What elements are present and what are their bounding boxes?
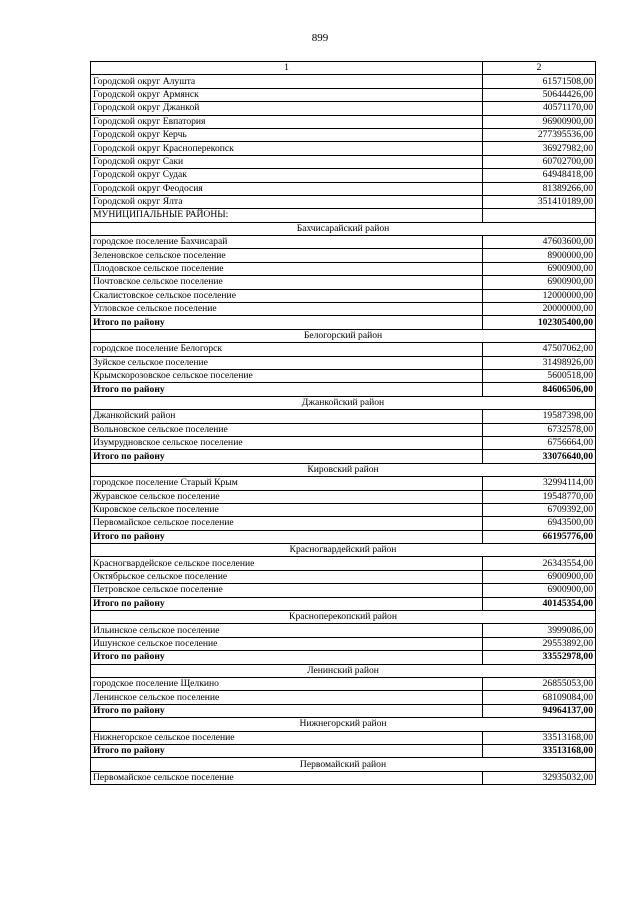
table-row bbox=[91, 637, 596, 650]
entity-name: Изумрудновское сельское поселение bbox=[91, 436, 483, 449]
entity-name: городское поселение Старый Крым bbox=[91, 477, 483, 490]
district-heading-row bbox=[91, 396, 596, 409]
total-amount: 33076640,00 bbox=[483, 450, 596, 463]
district-heading: Белогорский район bbox=[91, 329, 596, 342]
table-row bbox=[91, 624, 596, 637]
district-heading: Джанкойский район bbox=[91, 396, 596, 409]
district-total-row bbox=[91, 530, 596, 543]
table-row bbox=[91, 356, 596, 369]
district-total-row bbox=[91, 383, 596, 396]
total-label: Итого по району bbox=[91, 704, 483, 717]
table-row bbox=[91, 570, 596, 583]
amount-cell: 19587398,00 bbox=[483, 410, 596, 423]
entity-name: Городской округ Евпатория bbox=[91, 115, 483, 128]
amount-cell: 12000000,00 bbox=[483, 289, 596, 302]
total-amount: 102305400,00 bbox=[483, 316, 596, 329]
amount-cell: 40571170,00 bbox=[483, 102, 596, 115]
total-amount: 33552978,00 bbox=[483, 651, 596, 664]
budget-table bbox=[90, 61, 596, 785]
table-row bbox=[91, 182, 596, 195]
amount-cell: 6900900,00 bbox=[483, 570, 596, 583]
district-heading: Бахчисарайский район bbox=[91, 222, 596, 235]
amount-cell: 6900900,00 bbox=[483, 262, 596, 275]
table-row bbox=[91, 276, 596, 289]
entity-name: Зеленовское сельское поселение bbox=[91, 249, 483, 262]
entity-name: Плодовское сельское поселение bbox=[91, 262, 483, 275]
district-heading-row bbox=[91, 758, 596, 771]
amount-cell: 351410189,00 bbox=[483, 195, 596, 208]
table-row bbox=[91, 115, 596, 128]
entity-name: Городской округ Красноперекопск bbox=[91, 142, 483, 155]
district-heading-row bbox=[91, 544, 596, 557]
table-row bbox=[91, 490, 596, 503]
amount-cell: 26855053,00 bbox=[483, 677, 596, 690]
district-heading: Нижнегорский район bbox=[91, 718, 596, 731]
district-total-row bbox=[91, 651, 596, 664]
entity-name: Городской округ Феодосия bbox=[91, 182, 483, 195]
district-heading-row bbox=[91, 463, 596, 476]
table-row bbox=[91, 731, 596, 744]
table-row bbox=[91, 557, 596, 570]
amount-cell: 47603600,00 bbox=[483, 236, 596, 249]
entity-name: Красногвардейское сельское поселение bbox=[91, 557, 483, 570]
amount-cell: 33513168,00 bbox=[483, 731, 596, 744]
entity-name: Ленинское сельское поселение bbox=[91, 691, 483, 704]
entity-name: Ильинское сельское поселение bbox=[91, 624, 483, 637]
entity-name: Первомайское сельское поселение bbox=[91, 517, 483, 530]
amount-cell: 6756664,00 bbox=[483, 436, 596, 449]
column-header-name: 1 bbox=[91, 62, 483, 75]
table-row bbox=[91, 289, 596, 302]
table-row bbox=[91, 142, 596, 155]
entity-name: Скалистовское сельское поселение bbox=[91, 289, 483, 302]
table-row bbox=[91, 155, 596, 168]
amount-cell: 6943500,00 bbox=[483, 517, 596, 530]
amount-cell: 81389266,00 bbox=[483, 182, 596, 195]
entity-name: МУНИЦИПАЛЬНЫЕ РАЙОНЫ: bbox=[91, 209, 483, 222]
table-row bbox=[91, 303, 596, 316]
amount-cell bbox=[483, 209, 596, 222]
amount-cell: 68109084,00 bbox=[483, 691, 596, 704]
entity-name: Петровское сельское поселение bbox=[91, 584, 483, 597]
entity-name: Зуйское сельское поселение bbox=[91, 356, 483, 369]
table-row bbox=[91, 102, 596, 115]
entity-name: Городской округ Ялта bbox=[91, 195, 483, 208]
entity-name: городское поселение Бахчисарай bbox=[91, 236, 483, 249]
entity-name: Ишунское сельское поселение bbox=[91, 637, 483, 650]
total-amount: 94964137,00 bbox=[483, 704, 596, 717]
total-amount: 84606506,00 bbox=[483, 383, 596, 396]
table-row bbox=[91, 169, 596, 182]
entity-name: Угловское сельское поселение bbox=[91, 303, 483, 316]
page-number: 899 bbox=[311, 32, 329, 44]
district-heading-row bbox=[91, 664, 596, 677]
total-label: Итого по району bbox=[91, 316, 483, 329]
entity-name: Городской округ Джанкой bbox=[91, 102, 483, 115]
table-row bbox=[91, 436, 596, 449]
district-heading-row bbox=[91, 718, 596, 731]
table-row bbox=[91, 503, 596, 516]
table-row bbox=[91, 88, 596, 101]
table-row bbox=[91, 128, 596, 141]
entity-name: Джанкойский район bbox=[91, 410, 483, 423]
table-row bbox=[91, 477, 596, 490]
total-label: Итого по району bbox=[91, 597, 483, 610]
table-row bbox=[91, 369, 596, 382]
entity-name: Городской округ Армянск bbox=[91, 88, 483, 101]
entity-name: Городской округ Алушта bbox=[91, 75, 483, 88]
amount-cell: 277395536,00 bbox=[483, 128, 596, 141]
table-row bbox=[91, 209, 596, 222]
amount-cell: 61571508,00 bbox=[483, 75, 596, 88]
table-row bbox=[91, 75, 596, 88]
total-amount: 40145354,00 bbox=[483, 597, 596, 610]
entity-name: Городской округ Саки bbox=[91, 155, 483, 168]
district-total-row bbox=[91, 704, 596, 717]
amount-cell: 6709392,00 bbox=[483, 503, 596, 516]
total-label: Итого по району bbox=[91, 530, 483, 543]
district-heading: Красноперекопский район bbox=[91, 611, 596, 624]
entity-name: Городской округ Судак bbox=[91, 169, 483, 182]
amount-cell: 8900000,00 bbox=[483, 249, 596, 262]
amount-cell: 32935032,00 bbox=[483, 771, 596, 784]
amount-cell: 64948418,00 bbox=[483, 169, 596, 182]
amount-cell: 19548770,00 bbox=[483, 490, 596, 503]
entity-name: Нижнегорское сельское поселение bbox=[91, 731, 483, 744]
table-row bbox=[91, 410, 596, 423]
amount-cell: 6900900,00 bbox=[483, 584, 596, 597]
amount-cell: 3999086,00 bbox=[483, 624, 596, 637]
total-label: Итого по району bbox=[91, 744, 483, 757]
entity-name: Кировское сельское поселение bbox=[91, 503, 483, 516]
amount-cell: 50644426,00 bbox=[483, 88, 596, 101]
table-row bbox=[91, 771, 596, 784]
district-heading: Кировский район bbox=[91, 463, 596, 476]
amount-cell: 20000000,00 bbox=[483, 303, 596, 316]
total-amount: 33513168,00 bbox=[483, 744, 596, 757]
total-amount: 66195776,00 bbox=[483, 530, 596, 543]
entity-name: Почтовское сельское поселение bbox=[91, 276, 483, 289]
table-row bbox=[91, 249, 596, 262]
entity-name: городское поселение Белогорск bbox=[91, 343, 483, 356]
table-row bbox=[91, 517, 596, 530]
table-row bbox=[91, 423, 596, 436]
amount-cell: 32994114,00 bbox=[483, 477, 596, 490]
district-heading: Ленинский район bbox=[91, 664, 596, 677]
amount-cell: 47507062,00 bbox=[483, 343, 596, 356]
district-heading-row bbox=[91, 222, 596, 235]
district-total-row bbox=[91, 597, 596, 610]
entity-name: Журавское сельское поселение bbox=[91, 490, 483, 503]
entity-name: Октябрьское сельское поселение bbox=[91, 570, 483, 583]
entity-name: Вольновское сельское поселение bbox=[91, 423, 483, 436]
table-row bbox=[91, 343, 596, 356]
amount-cell: 29553892,00 bbox=[483, 637, 596, 650]
amount-cell: 6732578,00 bbox=[483, 423, 596, 436]
table-row bbox=[91, 691, 596, 704]
table-body bbox=[91, 75, 596, 785]
amount-cell: 60702700,00 bbox=[483, 155, 596, 168]
district-heading: Первомайский район bbox=[91, 758, 596, 771]
amount-cell: 6900900,00 bbox=[483, 276, 596, 289]
table-row bbox=[91, 584, 596, 597]
entity-name: Первомайское сельское поселение bbox=[91, 771, 483, 784]
table-row bbox=[91, 195, 596, 208]
entity-name: городское поселение Щелкино bbox=[91, 677, 483, 690]
district-heading-row bbox=[91, 611, 596, 624]
district-heading: Красногвардейский район bbox=[91, 544, 596, 557]
district-heading-row bbox=[91, 329, 596, 342]
amount-cell: 31498926,00 bbox=[483, 356, 596, 369]
table-row bbox=[91, 236, 596, 249]
amount-cell: 5600518,00 bbox=[483, 369, 596, 382]
district-total-row bbox=[91, 450, 596, 463]
district-total-row bbox=[91, 316, 596, 329]
total-label: Итого по району bbox=[91, 450, 483, 463]
column-header-amount: 2 bbox=[483, 62, 596, 75]
total-label: Итого по району bbox=[91, 383, 483, 396]
entity-name: Городской округ Керчь bbox=[91, 128, 483, 141]
amount-cell: 96900900,00 bbox=[483, 115, 596, 128]
amount-cell: 36927982,00 bbox=[483, 142, 596, 155]
table-header-row bbox=[91, 62, 596, 75]
table-row bbox=[91, 677, 596, 690]
district-total-row bbox=[91, 744, 596, 757]
amount-cell: 26343554,00 bbox=[483, 557, 596, 570]
table-row bbox=[91, 262, 596, 275]
total-label: Итого по району bbox=[91, 651, 483, 664]
entity-name: Крымскорозовское сельское поселение bbox=[91, 369, 483, 382]
